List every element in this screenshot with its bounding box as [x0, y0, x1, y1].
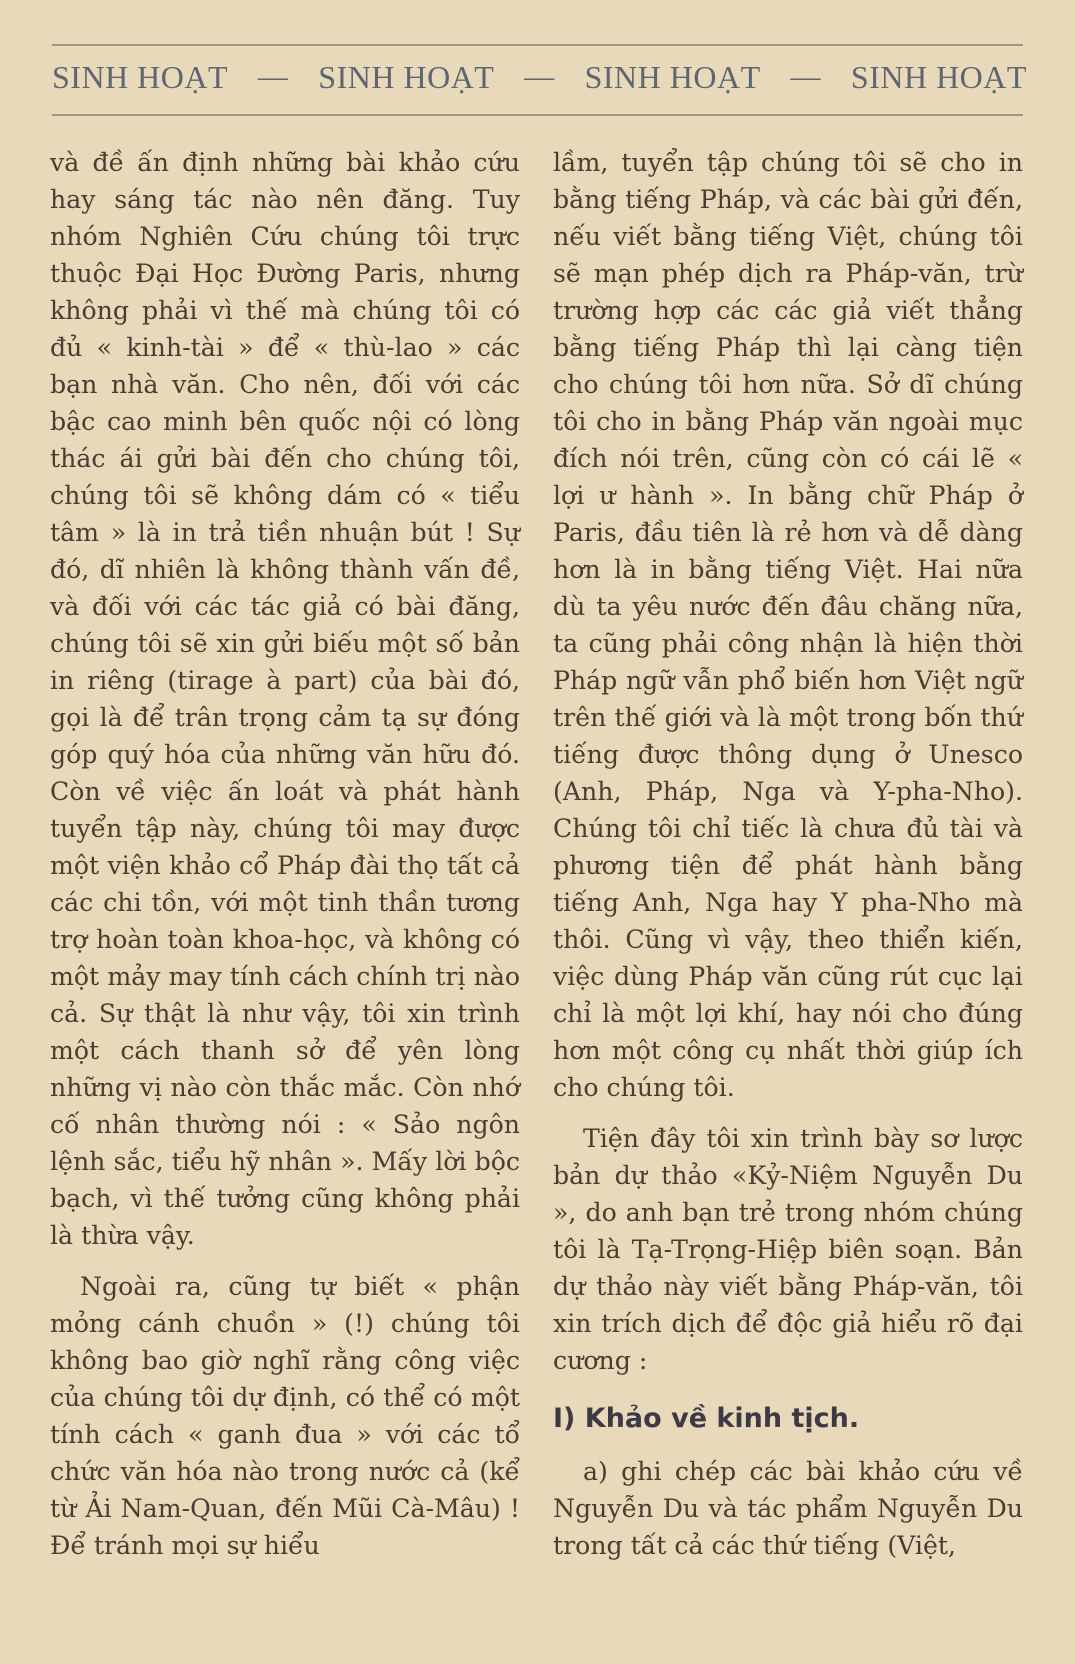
running-head-item-3: SINH HOẠT: [584, 58, 761, 95]
running-head-item-4: SINH HOẠT: [850, 58, 1027, 95]
running-head-item-2: SINH HOẠT: [318, 58, 495, 95]
right-column: [553, 144, 1023, 1564]
right-paragraph-1: lầm, tuyển tập chúng tôi sẽ cho in bằng tiếng Pháp, và các bài gửi đến, nếu viết bằng tiếng Việt, chúng tôi sẽ mạn phép dịch ra Pháp-văn, trừ trường hợp các các giả viết thẳng bằng tiếng Pháp thì lại càng tiện cho chúng tôi hơn nữa. Sở dĩ chúng tôi cho in bằng Pháp văn ngoài mục đích nói trên, cũng còn có cái lẽ « lợi ư hành ». In bằng chữ Pháp ở Paris, đầu tiên là rẻ hơn và dễ dàng hơn là in bằng tiếng Việt. Hai nữa dù ta yêu nước đến đâu chăng nữa, ta cũng phải công nhận là hiện thời Pháp ngữ vẫn phổ biến hơn Việt ngữ trên thế giới và là một trong bốn thứ tiếng được thông dụng ở Unesco (Anh, Pháp, Nga và Y-pha-Nho). Chúng tôi chỉ tiếc là chưa đủ tài và phương tiện để phát hành bằng tiếng Anh, Nga hay Y pha-Nho mà thôi. Cũng vì vậy, theo thiển kiến, việc dùng Pháp văn cũng rút cục lại chỉ là một lợi khí, hay nói cho đúng hơn một công cụ nhất thời giúp ích cho chúng tôi.: [553, 148, 1023, 1102]
running-head-separator-1: —: [257, 60, 289, 93]
left-paragraph-1: và đề ấn định những bài khảo cứu hay sáng tác nào nên đăng. Tuy nhóm Nghiên Cứu chúng tôi trực thuộc Đại Học Đường Paris, nhưng không phải vì thế mà chúng tôi có đủ « kinh-tài » để « thù-lao » các bạn nhà văn. Cho nên, đối với các bậc cao minh bên quốc nội có lòng thác ái gửi bài đến cho chúng tôi, chúng tôi sẽ không dám có « tiểu tâm » là in trả tiền nhuận bút ! Sự đó, dĩ nhiên là không thành vấn đề, và đối với các tác giả có bài đăng, chúng tôi sẽ xin gửi biếu một số bản in riêng (tirage à part) của bài đó, gọi là để trân trọng cảm tạ sự đóng góp quý hóa của những văn hữu đó. Còn về việc ấn loát và phát hành tuyển tập này, chúng tôi may được một viện khảo cổ Pháp đài thọ tất cả các chi tồn, với một tinh thần tương trợ hoàn toàn khoa-học, và không có một mảy may tính cách chính trị nào cả. Sự thật là như vậy, tôi xin trình một cách thanh sở để yên lòng những vị nào còn thắc mắc. Còn nhớ cố nhân thường nói : « Sảo ngôn lệnh sắc, tiểu hỹ nhân ». Mấy lời bộc bạch, vì thế tưởng cũng không phải là thừa vậy.: [50, 148, 520, 1250]
right-paragraph-3: a) ghi chép các bài khảo cứu về Nguyễn Du và tác phẩm Nguyễn Du trong tất cả các thứ tiếng (Việt,: [553, 1457, 1023, 1560]
left-column: [50, 144, 520, 1564]
left-paragraph-2: Ngoài ra, cũng tự biết « phận mỏng cánh chuồn » (!) chúng tôi không bao giờ nghĩ rằng công việc của chúng tôi dự định, có thể có một tính cách « ganh đua » với các tổ chức văn hóa nào trong nước cả (kể từ Ải Nam-Quan, đến Mũi Cà-Mâu) ! Để tránh mọi sự hiểu: [50, 1272, 520, 1560]
top-rule: [52, 44, 1023, 46]
section-heading: I) Khảo về kinh tịch.: [553, 1403, 860, 1434]
running-head-separator-2: —: [524, 60, 555, 93]
running-head-separator-3: —: [790, 60, 822, 93]
running-head: [52, 54, 1027, 100]
running-head-item-1: SINH HOẠT: [52, 58, 229, 95]
header-rule: [52, 114, 1023, 116]
right-paragraph-2: Tiện đây tôi xin trình bày sơ lược bản dự thảo «Kỷ-Niệm Nguyễn Du », do anh bạn trẻ trong nhóm chúng tôi là Tạ-Trọng-Hiệp biên soạn. Bản dự thảo này viết bằng Pháp-văn, tôi xin trích dịch để độc giả hiểu rõ đại cương :: [553, 1124, 1023, 1375]
